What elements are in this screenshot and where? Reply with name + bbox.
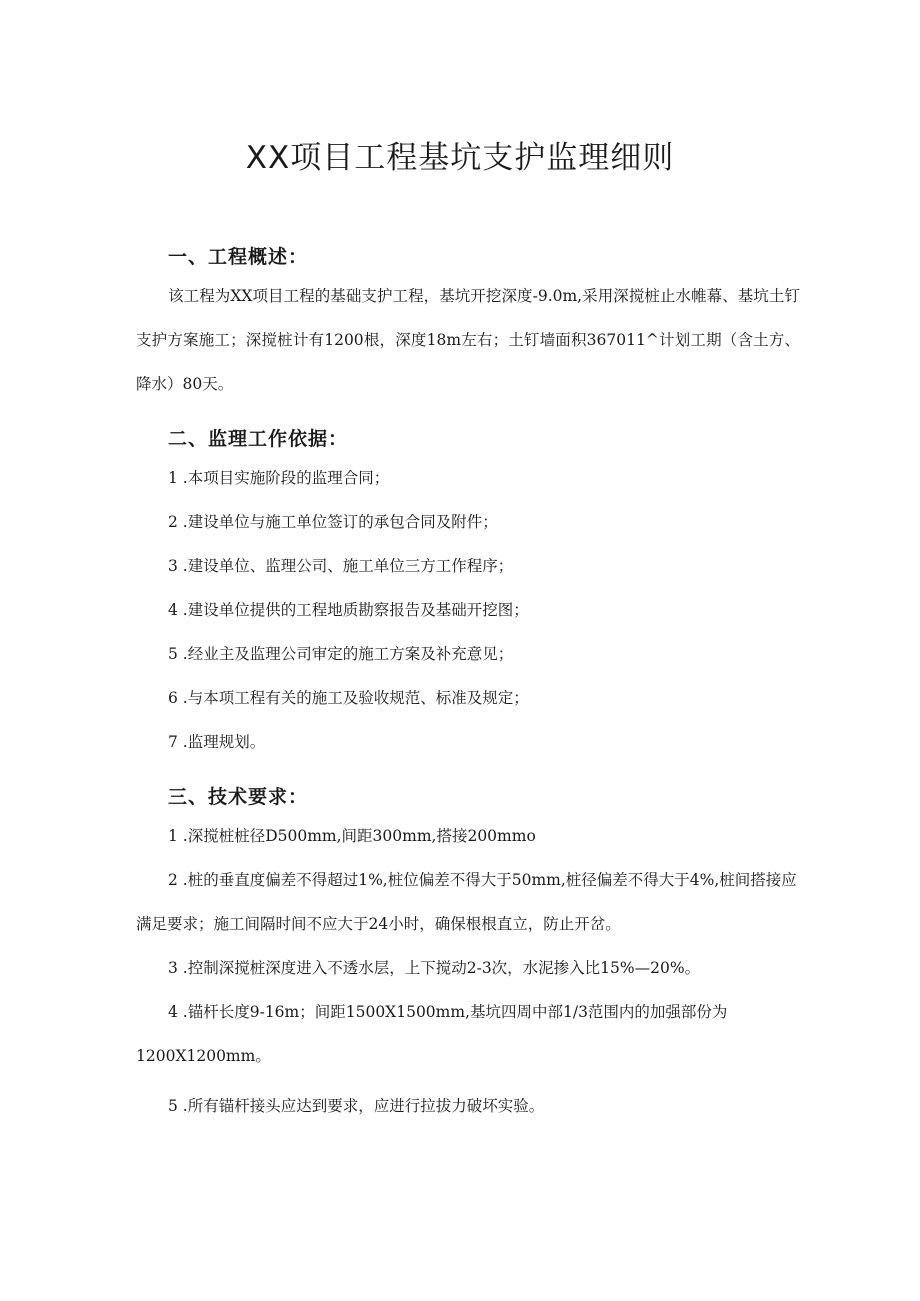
- basis-item-4: 4 .建设单位提供的工程地质勘察报告及基础开挖图；: [168, 601, 529, 619]
- section-heading-basis: 二、监理工作依据：: [168, 428, 349, 450]
- basis-item-5: 5 .经业主及监理公司审定的施工方案及补充意见；: [168, 645, 514, 663]
- technical-item-2: [136, 858, 800, 946]
- technical-item-3: 3 .控制深搅桩深度进入不透水层，上下搅动2-3次，水泥掺入比15%—20%。: [168, 959, 701, 977]
- overview-paragraph: [136, 274, 800, 406]
- section-heading-technical: 三、技术要求：: [168, 786, 309, 808]
- overview-text: 该工程为XX项目工程的基础支护工程，基坑开挖深度-9.0m,采用深搅桩止水帷幕、基坑土钉支护方案施工；深搅桩计有1200根，深度18m左右；土钉墙面积367011^计划工期（含土方、降水）80天。: [136, 287, 800, 393]
- section-heading-overview: 一、工程概述：: [168, 246, 309, 268]
- technical-item-2-text: 2 .桩的垂直度偏差不得超过1%,桩位偏差不得大于50mm,桩径偏差不得大于4%,桩间搭接应满足要求；施工间隔时间不应大于24小时，确保根根直立，防止开岔。: [136, 871, 797, 933]
- basis-item-6: 6 .与本项工程有关的施工及验收规范、标准及规定；: [168, 689, 529, 707]
- basis-item-2: 2 .建设单位与施工单位签订的承包合同及附件；: [168, 513, 498, 531]
- technical-item-4-text: 4 .锚杆长度9-16m；间距1500X1500mm,基坑四周中部1/3范围内的加强部份为1200X1200mm。: [136, 1003, 728, 1065]
- basis-item-3: 3 .建设单位、监理公司、施工单位三方工作程序；: [168, 557, 514, 575]
- basis-item-7: 7 .监理规划。: [168, 733, 266, 751]
- technical-item-1: 1 .深搅桩桩径D500mm,间距300mm,搭接200mmo: [168, 827, 536, 845]
- basis-item-1: 1 .本项目实施阶段的监理合同；: [168, 469, 390, 487]
- document-title: XX项目工程基坑支护监理细则: [245, 140, 675, 176]
- technical-item-5: 5 .所有锚杆接头应达到要求，应进行拉拔力破坏实验。: [168, 1097, 545, 1115]
- technical-item-4: [136, 990, 800, 1078]
